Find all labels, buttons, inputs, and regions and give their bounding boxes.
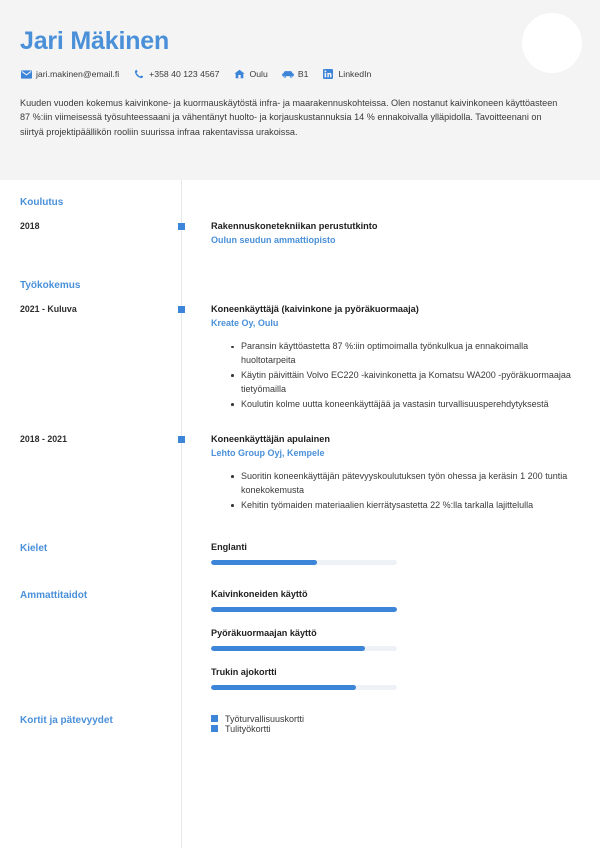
section-label-languages: Kielet	[20, 542, 48, 554]
contact-phone-label: +358 40 123 4567	[149, 69, 220, 79]
square-marker-icon	[211, 715, 218, 722]
contact-location-label: Oulu	[249, 69, 268, 79]
skill-level-fill	[211, 685, 356, 690]
skill-level-fill	[211, 646, 365, 651]
section-label-experience: Työkokemus	[20, 280, 81, 292]
skill-name: Pyöräkuormaajan käyttö	[211, 627, 317, 638]
contact-list	[20, 69, 580, 80]
home-icon	[233, 69, 245, 80]
phone-icon	[133, 69, 145, 80]
certificate-item	[211, 724, 397, 734]
certificate-item	[211, 714, 397, 724]
section-languages	[0, 542, 600, 581]
contact-linkedin-label: LinkedIn	[338, 69, 372, 79]
section-label-skills: Ammattitaidot	[20, 589, 88, 601]
car-icon	[282, 69, 294, 80]
experience-entry-date: 2018 - 2021	[20, 433, 67, 444]
skill-level-fill	[211, 607, 397, 612]
skill-list	[211, 589, 580, 706]
contact-email-label: jari.makinen@email.fi	[36, 69, 120, 79]
skill-item	[211, 628, 397, 651]
experience-bullet-list	[211, 340, 580, 412]
certificate-name: Tulityökortti	[225, 723, 271, 734]
skill-level-bar	[211, 685, 397, 690]
list-item: Koulutin kolme uutta koneenkäyttäjää ja vastasin turvallisuusperehdytyksestä	[231, 398, 580, 412]
contact-phone[interactable]	[133, 69, 219, 80]
page-title: Jari Mäkinen	[20, 27, 170, 55]
education-entry	[0, 220, 600, 247]
section-experience	[0, 279, 600, 291]
timeline-marker	[178, 223, 185, 230]
skill-name: Kaivinkoneiden käyttö	[211, 588, 308, 599]
list-item: Kehitin työmaiden materiaalien kierrätysastetta 22 %:lla tarkalla lajittelulla	[231, 499, 580, 513]
experience-entry	[0, 433, 600, 514]
contact-driving-license	[282, 69, 309, 80]
certificate-list	[211, 714, 580, 734]
experience-entry-company: Lehto Group Oyj, Kempele	[211, 448, 325, 459]
skill-name: Trukin ajokortti	[211, 666, 277, 677]
contact-driving-license-label: B1	[297, 69, 309, 79]
language-list	[211, 542, 580, 581]
resume-header	[0, 0, 600, 180]
experience-entry-title: Koneenkäyttäjän apulainen	[211, 433, 330, 444]
resume-body	[0, 180, 600, 848]
section-certificates	[0, 714, 600, 734]
experience-entry-date: 2021 - Kuluva	[20, 304, 77, 315]
experience-entry	[0, 303, 600, 413]
section-label-certificates: Kortit ja pätevyydet	[20, 714, 113, 726]
language-level-bar	[211, 560, 397, 565]
skill-level-bar	[211, 646, 397, 651]
list-item: Paransin käyttöastetta 87 %:iin optimoimalla työnkulkua ja ennakoimalla huoltotarpeita	[231, 340, 580, 368]
square-marker-icon	[211, 725, 218, 732]
contact-location	[233, 69, 267, 80]
certificate-name: Työturvallisuuskortti	[225, 713, 305, 724]
section-education	[0, 196, 600, 208]
skill-item	[211, 589, 397, 612]
profile-summary: Kuuden vuoden kokemus kaivinkone- ja kuormauskäytöstä infra- ja maarakennuskohteissa. Olen nostanut kaivinkoneen käyttöasteen 87 %:iin viimeisessä työsuhteessaani ja vähentänyt huolto- ja korjauskustannuksia 14 % ennakoivalla ylläpidolla. Tavoitteenani on siirtyä projektipäällikön rooliin suurissa infraa rakentavissa urakoissa.	[20, 97, 558, 137]
contact-linkedin[interactable]	[322, 69, 371, 80]
skill-item	[211, 667, 397, 690]
envelope-icon	[20, 69, 32, 80]
education-entry-institution: Oulun seudun ammattiopisto	[211, 235, 336, 246]
experience-bullet-list	[211, 470, 580, 513]
experience-entry-title: Koneenkäyttäjä (kaivinkone ja pyöräkuormaaja)	[211, 304, 419, 315]
language-level-fill	[211, 560, 317, 565]
education-entry-title: Rakennuskonetekniikan perustutkinto	[211, 221, 378, 231]
linkedin-icon	[322, 69, 334, 80]
timeline-marker	[178, 306, 185, 313]
timeline-marker	[178, 436, 185, 443]
experience-entry-company: Kreate Oy, Oulu	[211, 318, 279, 329]
language-name: Englanti	[211, 541, 247, 552]
contact-email[interactable]	[20, 69, 119, 80]
section-skills	[0, 589, 600, 706]
list-item: Suoritin koneenkäyttäjän pätevyyskoulutuksen työn ohessa ja keräsin 1 200 tuntia konekokemusta	[231, 470, 580, 498]
section-label-education: Koulutus	[20, 197, 64, 208]
avatar	[522, 13, 582, 73]
language-item	[211, 542, 397, 565]
skill-level-bar	[211, 607, 397, 612]
education-entry-date: 2018	[20, 221, 40, 231]
list-item: Käytin päivittäin Volvo EC220 -kaivinkonetta ja Komatsu WA200 -pyöräkuormaajaa tietyömailla	[231, 369, 580, 397]
